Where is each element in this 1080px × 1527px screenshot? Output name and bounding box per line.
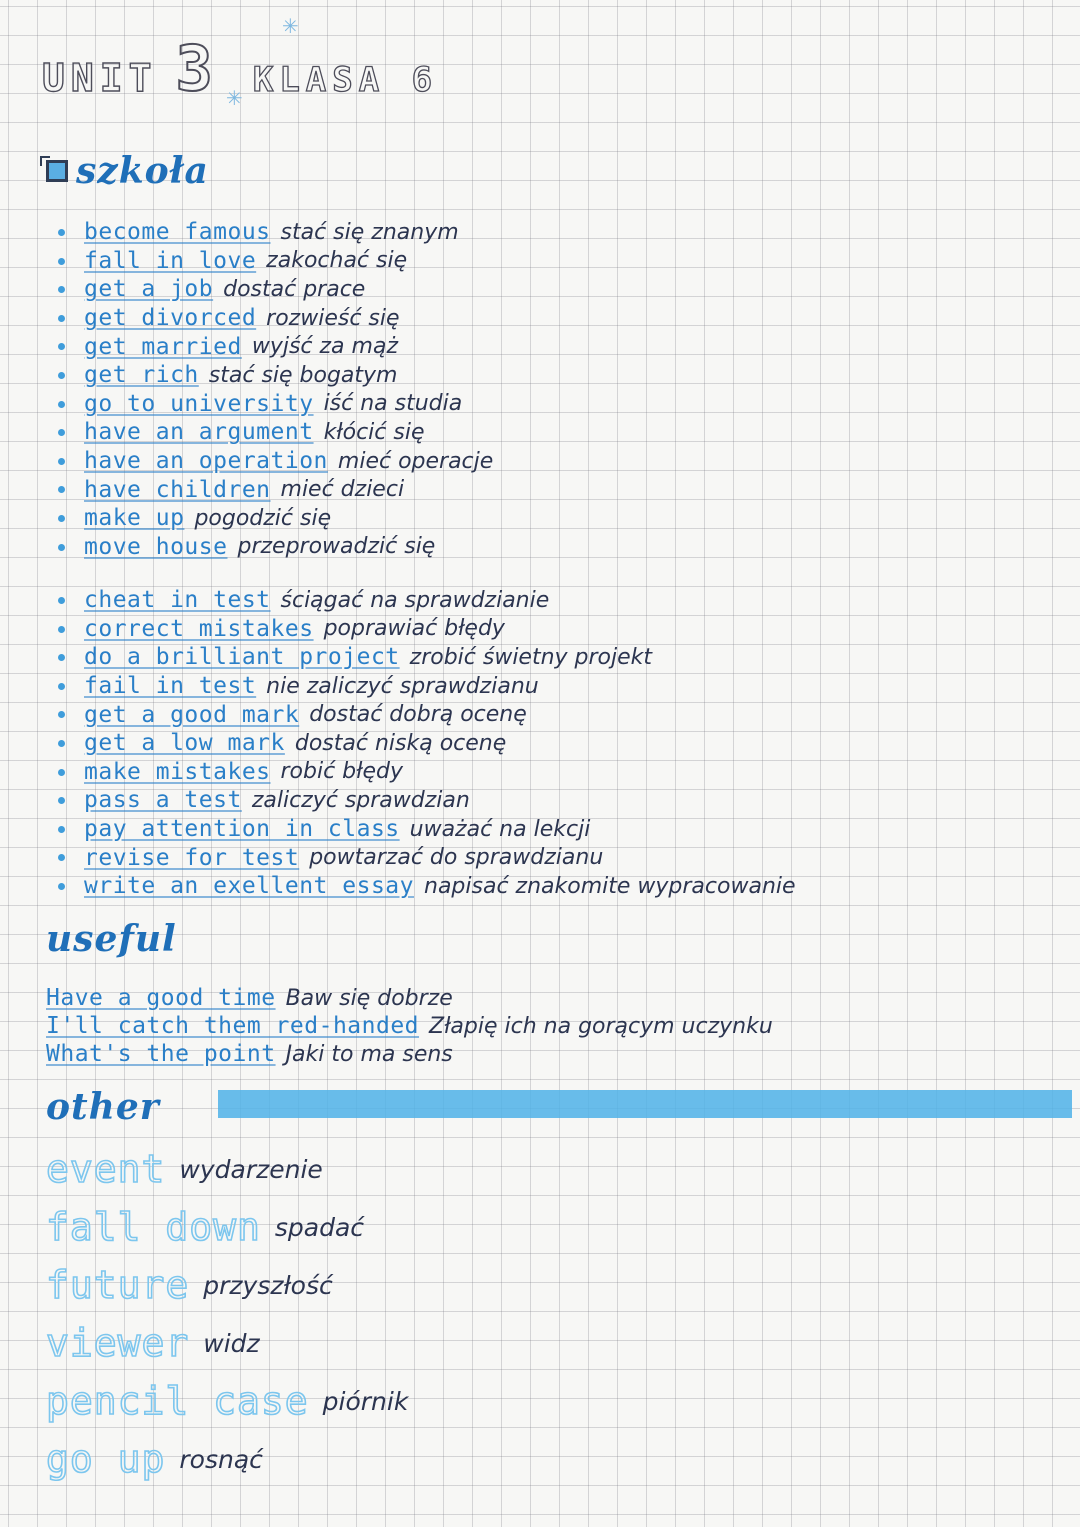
useful-phrases xyxy=(46,984,773,1068)
list-item: pay attention in class uważać na lekcji xyxy=(58,815,796,844)
sparkle-icon: ✳ xyxy=(226,86,243,110)
title-unit: UNIT xyxy=(42,56,158,100)
list-item: revise for test powtarzać do sprawdzianu xyxy=(58,843,796,872)
list-item: future przyszłość xyxy=(46,1263,333,1307)
list-item: event wydarzenie xyxy=(46,1147,323,1191)
section-heading-text: useful xyxy=(46,918,177,960)
list-item: make up pogodzić się xyxy=(58,504,493,533)
list-item: fall down spadać xyxy=(46,1205,365,1249)
section-heading-first xyxy=(46,150,209,192)
list-item: get a low mark dostać niską ocenę xyxy=(58,729,796,758)
section-heading-other xyxy=(46,1086,160,1128)
school-list xyxy=(58,586,796,901)
list-item: do a brilliant project zrobić świetny projekt xyxy=(58,643,796,672)
list-item: move house przeprowadzić się xyxy=(58,533,493,562)
list-item: get divorced rozwieść się xyxy=(58,304,493,333)
list-item: cheat in test ściągać na sprawdzianie xyxy=(58,586,796,615)
list-item: What's the point Jaki to ma sens xyxy=(46,1041,453,1067)
list-item: write an exellent essay napisać znakomite wypracowanie xyxy=(58,872,796,901)
list-item: have an operation mieć operacje xyxy=(58,447,493,476)
list-item: Have a good time Baw się dobrze xyxy=(46,985,453,1011)
list-item: go up rosnąć xyxy=(46,1437,263,1481)
section-heading-text: other xyxy=(46,1086,160,1128)
list-item: have an argument kłócić się xyxy=(58,418,493,447)
list-item: pencil case piórnik xyxy=(46,1379,409,1423)
list-item: have children mieć dzieci xyxy=(58,475,493,504)
list-item: get a good mark dostać dobrą ocenę xyxy=(58,700,796,729)
life-events-list xyxy=(58,218,493,561)
list-item: fail in test nie zaliczyć sprawdzianu xyxy=(58,672,796,701)
list-item: become famous stać się znanym xyxy=(58,218,493,247)
list-item: get married wyjść za mąż xyxy=(58,332,493,361)
section-heading-text: szkoła xyxy=(76,150,209,192)
list-item: make mistakes robić błędy xyxy=(58,758,796,787)
title-class: KLASA 6 xyxy=(252,60,439,100)
list-item: fall in love zakochać się xyxy=(58,247,493,276)
section-heading-useful xyxy=(46,918,177,960)
list-item: go to university iść na studia xyxy=(58,390,493,419)
highlight-bar xyxy=(218,1090,1072,1118)
list-item: I'll catch them red-handed Złapię ich na gorącym uczynku xyxy=(46,1013,773,1039)
checkbox-icon xyxy=(46,160,68,182)
list-item: pass a test zaliczyć sprawdzian xyxy=(58,786,796,815)
list-item: get a job dostać prace xyxy=(58,275,493,304)
title-number: 3 xyxy=(175,32,213,105)
list-item: get rich stać się bogatym xyxy=(58,361,493,390)
other-list xyxy=(46,1140,408,1488)
sparkle-icon: ✳ xyxy=(282,14,299,38)
list-item: correct mistakes poprawiać błędy xyxy=(58,615,796,644)
list-item: viewer widz xyxy=(46,1321,260,1365)
